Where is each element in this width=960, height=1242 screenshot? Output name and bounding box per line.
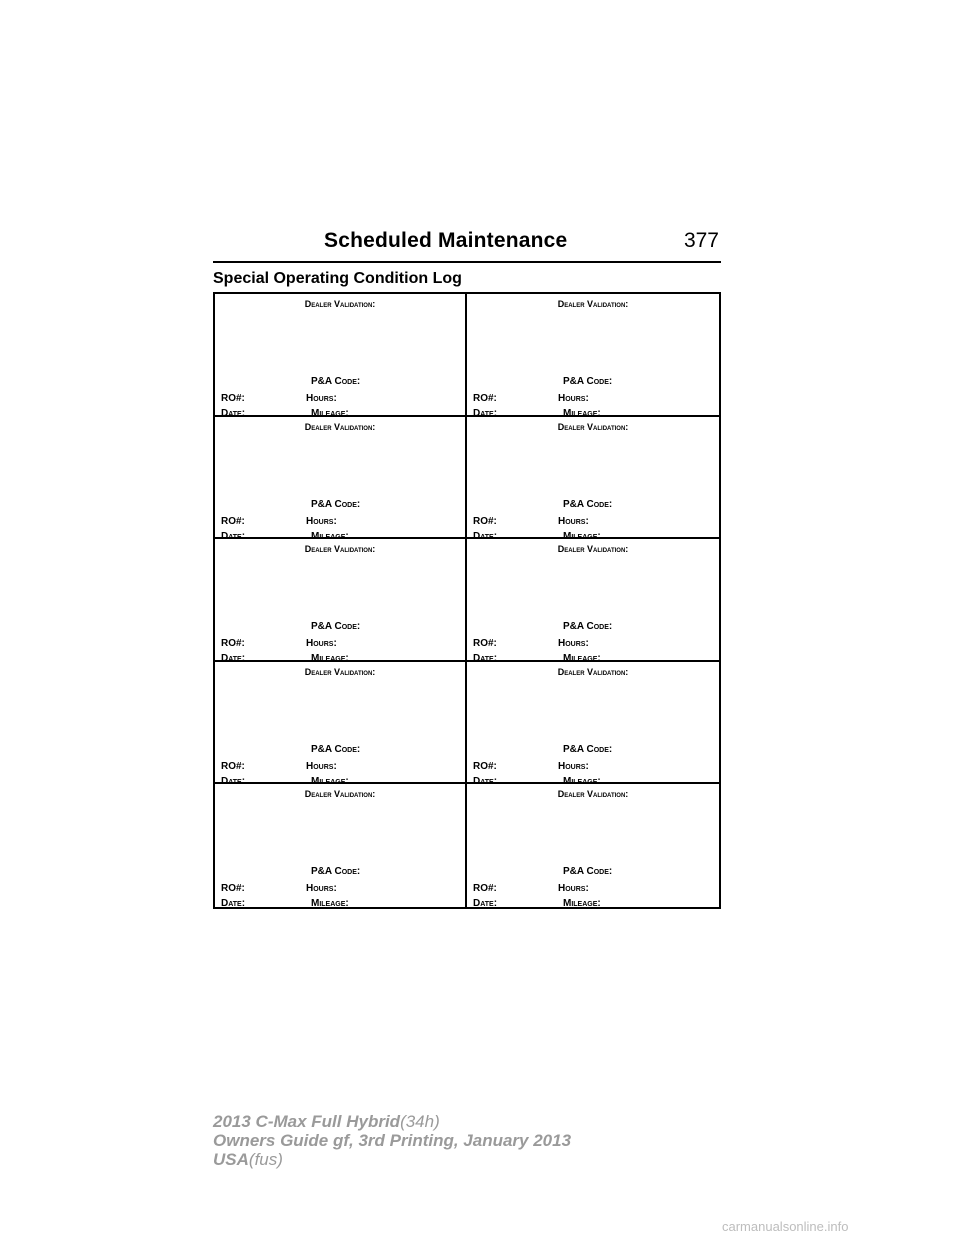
log-row — [215, 662, 719, 785]
date-label: Date: — [221, 898, 246, 910]
footer-market: USA — [213, 1150, 249, 1169]
ro-number-label: RO#: — [221, 515, 245, 527]
dealer-validation-label: Dealer Validation: — [557, 544, 629, 555]
ro-number-label: RO#: — [221, 883, 245, 895]
log-entry-cell — [467, 662, 719, 787]
log-entry-cell — [215, 662, 467, 787]
mileage-label: Mileage: — [311, 653, 349, 665]
hours-label: Hours: — [558, 515, 589, 527]
date-label: Date: — [473, 653, 498, 665]
pa-code-label: P&A Code: — [563, 498, 613, 510]
dealer-validation-label: Dealer Validation: — [304, 544, 376, 555]
hours-label: Hours: — [306, 515, 337, 527]
hours-label: Hours: — [558, 883, 589, 895]
date-label: Date: — [473, 408, 498, 419]
log-entry-cell — [215, 784, 467, 910]
ro-number-label: RO#: — [221, 638, 245, 650]
date-label: Date: — [221, 775, 246, 787]
hours-label: Hours: — [558, 393, 589, 404]
date-label: Date: — [221, 530, 246, 542]
dealer-validation-label: Dealer Validation: — [304, 299, 376, 309]
mileage-label: Mileage: — [311, 530, 349, 542]
hours-label: Hours: — [306, 760, 337, 772]
pa-code-label: P&A Code: — [563, 743, 613, 755]
footer-model-code: (34h) — [400, 1112, 440, 1131]
pa-code-label: P&A Code: — [563, 866, 613, 878]
ro-number-label: RO#: — [473, 515, 497, 527]
log-entry-cell — [467, 784, 719, 910]
header-title: Scheduled Maintenance — [324, 229, 568, 252]
mileage-label: Mileage: — [563, 653, 601, 665]
dealer-validation-label: Dealer Validation: — [557, 299, 629, 309]
log-entry-cell — [467, 417, 719, 542]
log-entry-cell — [467, 294, 719, 419]
dealer-validation-label: Dealer Validation: — [304, 666, 376, 677]
mileage-label: Mileage: — [311, 775, 349, 787]
dealer-validation-label: Dealer Validation: — [557, 666, 629, 677]
footer-market-code: (fus) — [248, 1150, 283, 1169]
ro-number-label: RO#: — [473, 393, 497, 404]
log-entry-cell — [215, 294, 467, 419]
hours-label: Hours: — [306, 638, 337, 650]
mileage-label: Mileage: — [563, 898, 601, 910]
watermark: carmanualsonline.info — [722, 1219, 849, 1234]
log-entry-cell — [215, 417, 467, 542]
log-entry-cell — [467, 539, 719, 665]
date-label: Date: — [221, 408, 246, 419]
footer-line-2: Owners Guide gf, 3rd Printing, January 2013 — [213, 1131, 572, 1150]
log-row — [215, 417, 719, 540]
date-label: Date: — [221, 653, 246, 665]
pa-code-label: P&A Code: — [311, 621, 361, 633]
date-label: Date: — [473, 898, 498, 910]
pa-code-label: P&A Code: — [563, 621, 613, 633]
log-row — [215, 539, 719, 665]
footer-line-1 — [213, 1112, 571, 1131]
page-number: 377 — [683, 229, 719, 252]
footer-model: 2013 C-Max Full Hybrid — [213, 1112, 401, 1131]
log-entry-cell — [215, 539, 467, 665]
hours-label: Hours: — [306, 393, 337, 404]
mileage-label: Mileage: — [311, 898, 349, 910]
pa-code-label: P&A Code: — [563, 376, 613, 387]
log-row — [215, 294, 719, 417]
dealer-validation-label: Dealer Validation: — [304, 789, 376, 800]
ro-number-label: RO#: — [221, 393, 245, 404]
dealer-validation-label: Dealer Validation: — [557, 421, 629, 432]
mileage-label: Mileage: — [563, 408, 601, 419]
log-table — [213, 292, 721, 909]
mileage-label: Mileage: — [563, 775, 601, 787]
mileage-label: Mileage: — [311, 408, 349, 419]
pa-code-label: P&A Code: — [311, 743, 361, 755]
dealer-validation-label: Dealer Validation: — [557, 789, 629, 800]
pa-code-label: P&A Code: — [311, 376, 361, 387]
section-title: Special Operating Condition Log — [213, 270, 462, 287]
hours-label: Hours: — [558, 638, 589, 650]
ro-number-label: RO#: — [221, 760, 245, 772]
hours-label: Hours: — [306, 883, 337, 895]
date-label: Date: — [473, 530, 498, 542]
hours-label: Hours: — [558, 760, 589, 772]
date-label: Date: — [473, 775, 498, 787]
dealer-validation-label: Dealer Validation: — [304, 421, 376, 432]
ro-number-label: RO#: — [473, 760, 497, 772]
footer-line-3 — [213, 1150, 571, 1169]
ro-number-label: RO#: — [473, 638, 497, 650]
ro-number-label: RO#: — [473, 883, 497, 895]
pa-code-label: P&A Code: — [311, 866, 361, 878]
page-header — [213, 229, 721, 263]
footer — [213, 1112, 571, 1169]
pa-code-label: P&A Code: — [311, 498, 361, 510]
mileage-label: Mileage: — [563, 530, 601, 542]
log-row — [215, 784, 719, 910]
